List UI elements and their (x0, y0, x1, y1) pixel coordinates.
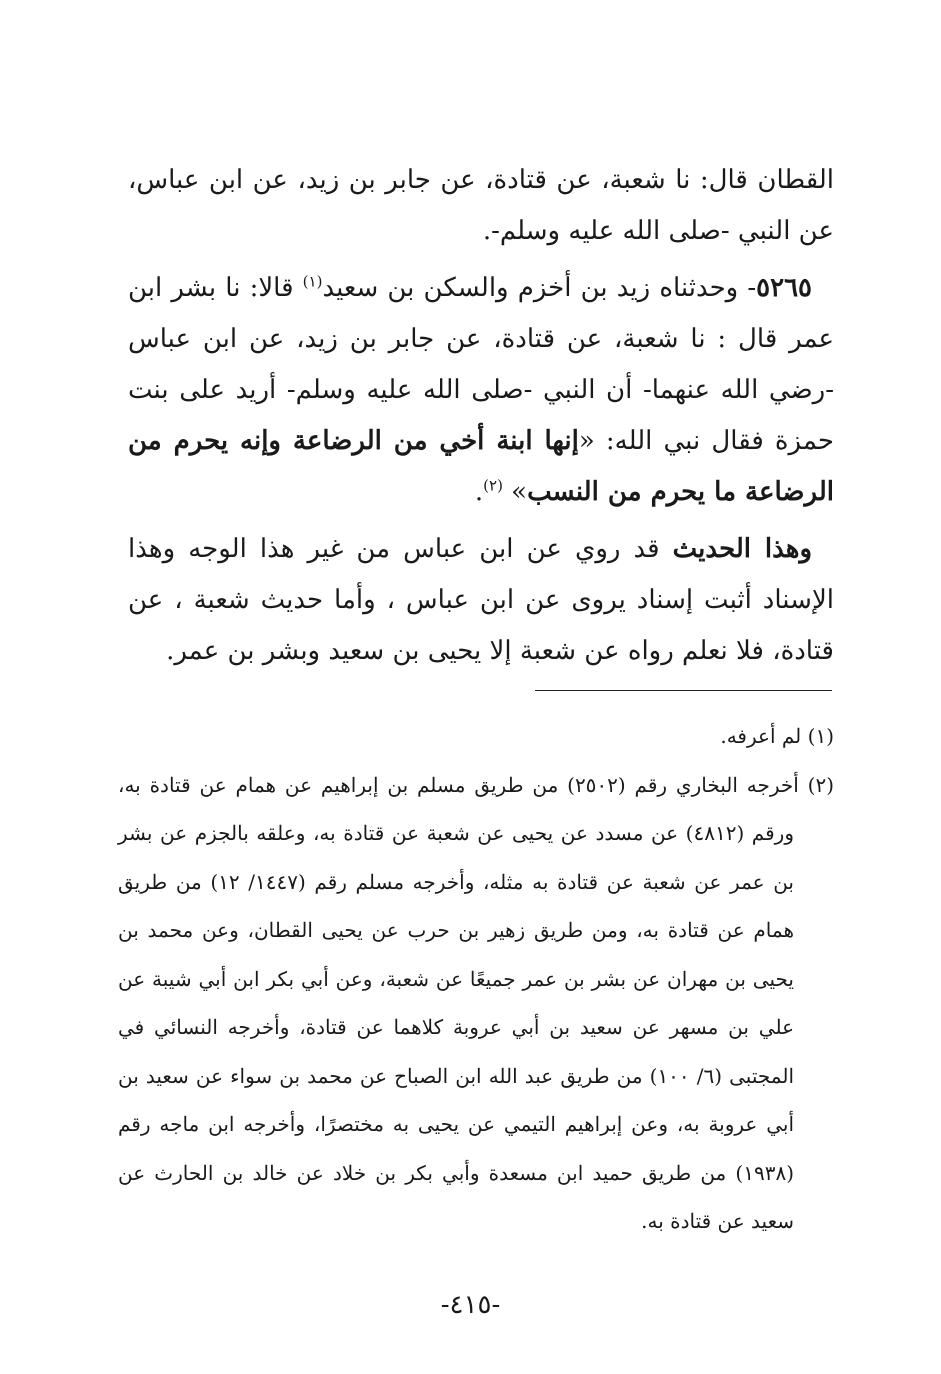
footnote-separator (535, 690, 832, 691)
hadith-number: ٥٢٦٥ (756, 273, 812, 303)
main-text (128, 155, 834, 677)
paragraph-2 (128, 263, 834, 518)
hadith-quote: إنها ابنة أخي من الرضاعة وإنه يحرم من الرضاعة ما يحرم من النسب (128, 426, 834, 507)
paragraph-2-text-d: . (474, 477, 484, 507)
paragraph-2-text-a: - وحدثناه زيد بن أخزم والسكن بن سعيد (322, 273, 757, 303)
footnote-1: (١) لم أعرفه. (720, 724, 834, 748)
paragraph-2-text-b: قالا: نا بشر ابن عمر قال : نا شعبة، عن قتادة، عن جابر بن زيد، عن ابن عباس -رضي الله عنهما- أن النبي -صلى الله عليه وسلم- أريد على بنت حمزة فقال نبي الله: « (128, 273, 834, 456)
footnote-ref-1[interactable]: (١) (302, 272, 323, 291)
paragraph-2-text-c: » (502, 477, 528, 507)
footnotes (118, 712, 834, 1246)
footnote-ref-2[interactable]: (٢) (483, 476, 503, 495)
paragraph-3-lead: وهذا الحديث (672, 534, 812, 564)
page-number: -٤١٥- (440, 1290, 501, 1320)
paragraph-3-text: قد روي عن ابن عباس من غير هذا الوجه وهذا الإسناد أثبت إسناد يروى عن ابن عباس ، وأما حديث شعبة ، عن قتادة، فلا نعلم رواه عن شعبة إلا يحيى بن سعيد وبشر بن عمر. (128, 534, 834, 666)
paragraph-1 (128, 155, 834, 257)
paragraph-1-text: القطان قال: نا شعبة، عن قتادة، عن جابر بن زيد، عن ابن عباس، عن النبي -صلى الله عليه وسلم-. (128, 165, 834, 246)
footnote-2: (٢) أخرجه البخاري رقم (٢٥٠٢) من طريق مسلم بن إبراهيم عن همام عن قتادة به، ورقم (٤٨١٢) عن مسدد عن يحيى عن شعبة عن قتادة به، وعلقه بالجزم عن بشر بن عمر عن شعبة عن قتادة به مثله، وأخرجه مسلم رقم (١٤٤٧/ ١٢) من طريق همام عن قتادة به، ومن طريق زهير بن حرب عن يحيى القطان، وعن محمد بن يحيى بن مهران عن بشر بن عمر جميعًا عن شعبة، وعن أبي بكر ابن أبي شيبة عن علي بن مسهر عن سعيد بن أبي عروبة كلاهما عن قتادة، وأخرجه النسائي في المجتبى (٦/ ١٠٠) من طريق عبد الله ابن الصباح عن محمد بن سواء عن سعيد بن أبي عروبة به، وعن إبراهيم التيمي عن يحيى به مختصرًا، وأخرجه ابن ماجه رقم (١٩٣٨) من طريق حميد ابن مسعدة وأبي بكر بن خلاد عن خالد بن الحارث عن سعيد عن قتادة به. (118, 772, 835, 1233)
paragraph-3 (128, 524, 834, 677)
